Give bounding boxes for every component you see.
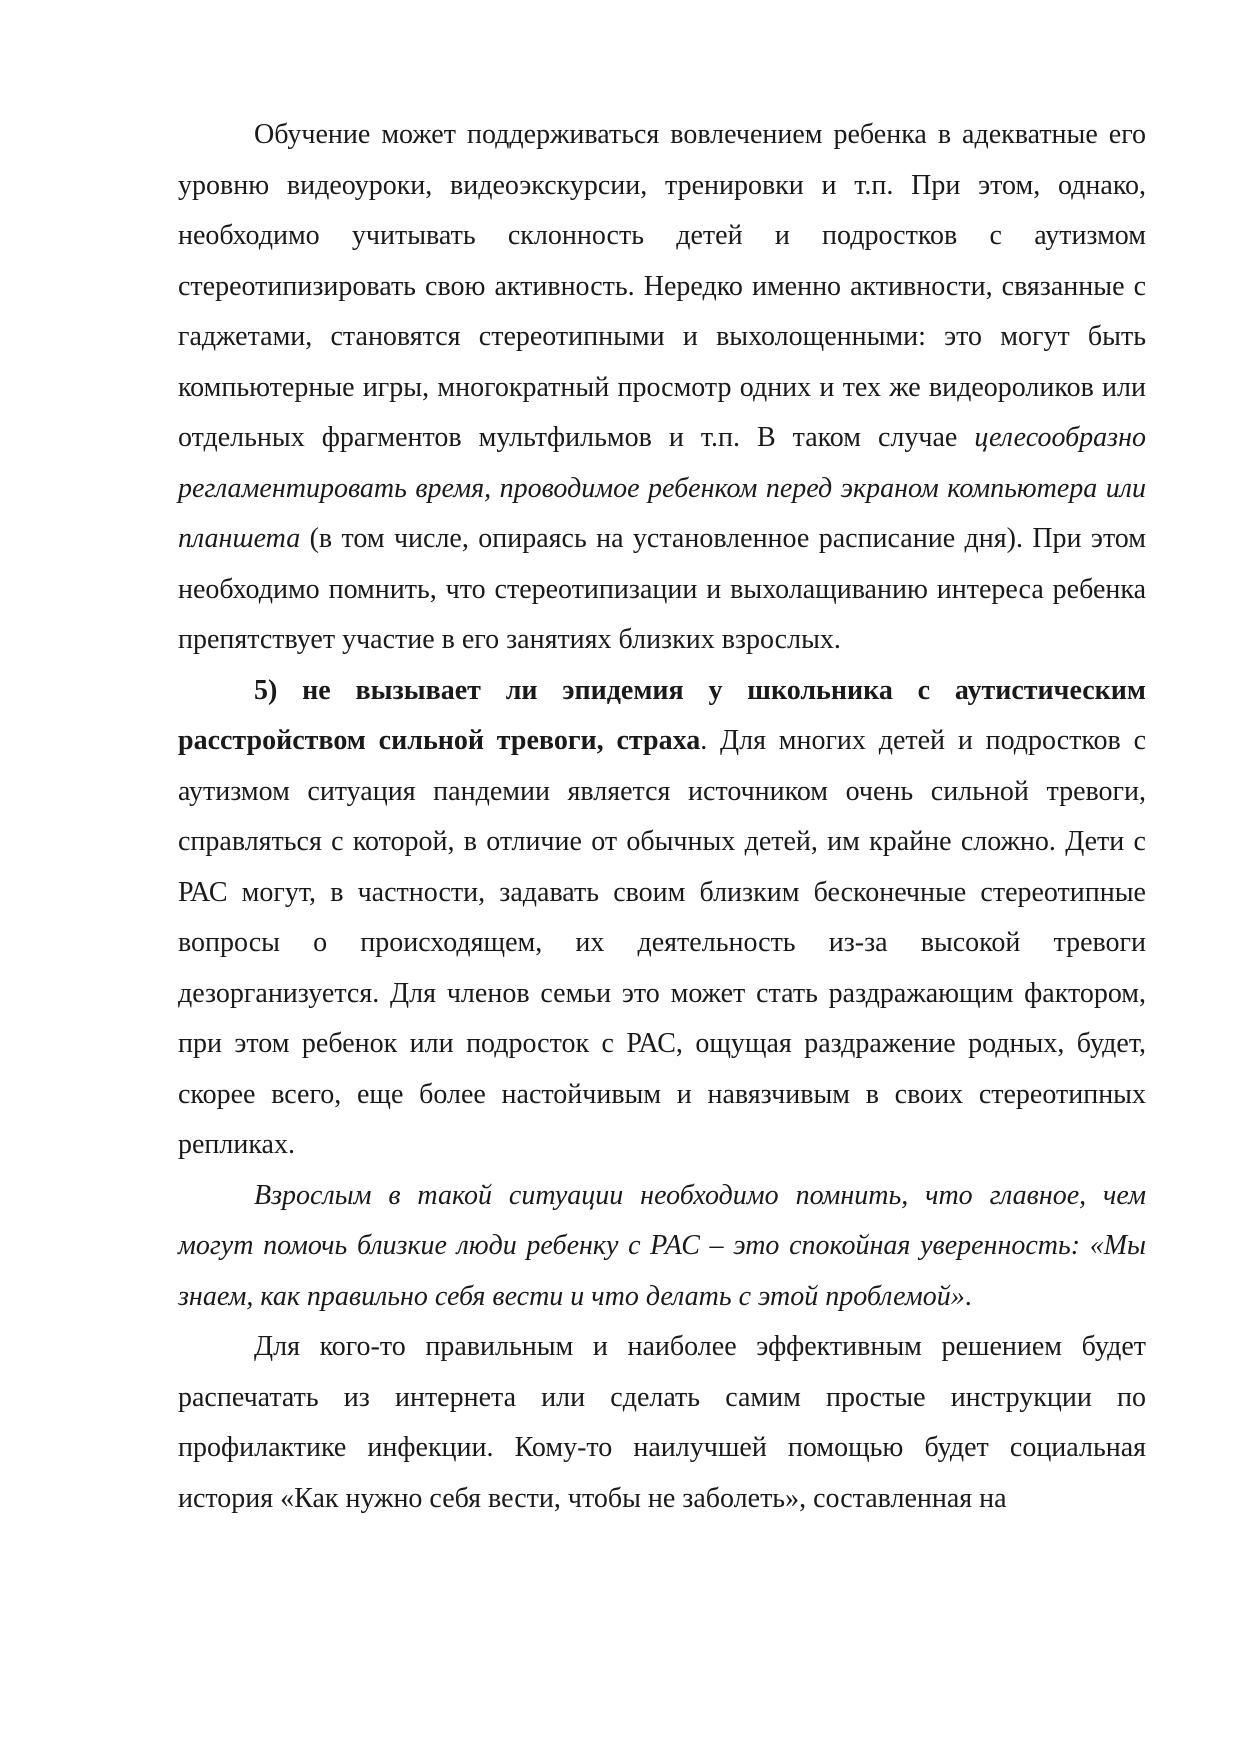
paragraph-text: Обучение может поддерживаться вовлечением ребенка в адекватные его уровню видеоуроки, видеоэкскурсии, тренировки и т.п. При этом, однако, необходимо учитывать склонность детей и подростков с аутизмом стереотипизировать свою активность. Нередко именно активности, связанные с гаджетами, становятся стереотипными и выхолощенными: это могут быть компьютерные игры, многократный просмотр одних и тех же видеороликов или отдельных фрагментов мультфильмов и т.п. В таком случае	[178, 119, 1146, 453]
paragraph-calm-confidence	[178, 1171, 1146, 1323]
document-body	[178, 110, 1146, 1524]
emphasis-text: Взрослым в такой ситуации необходимо помнить, что главное, чем могут помочь близкие люди ребенку с РАС – это спокойная уверенность: «Мы знаем, как правильно себя вести и что делать с этой проблемой»	[178, 1179, 1146, 1312]
paragraph-learning-support	[178, 110, 1146, 666]
bold-heading-text: 5) не вызывает ли эпидемия у школьника с аутистическим расстройством сильной тревоги, страха	[178, 674, 1146, 756]
paragraph-instructions	[178, 1322, 1146, 1524]
emphasis-text: целесообразно регламентировать время, проводимое ребенком перед экраном компьютера или планшета	[178, 422, 1146, 554]
paragraph-text: (в том числе, опираясь на установленное расписание дня). При этом необходимо помнить, что стереотипизации и выхолащиванию интереса ребенка препятствует участие в его занятиях близких взрослых.	[178, 523, 1146, 655]
paragraph-text: Для кого-то правильным и наиболее эффективным решением будет распечатать из интернета или сделать самим простые инструкции по профилактике инфекции. Кому-то наилучшей помощью будет социальная история «Как нужно себя вести, чтобы не заболеть», составленная на	[178, 1331, 1146, 1514]
paragraph-epidemic-anxiety	[178, 666, 1146, 1171]
paragraph-text: .	[964, 1280, 972, 1312]
paragraph-text: . Для многих детей и подростков с аутизмом ситуация пандемии является источником очень сильной тревоги, справляться с которой, в отличие от обычных детей, им крайне сложно. Дети с РАС могут, в частности, задавать своим близким бесконечные стереотипные вопросы о происходящем, их деятельность из-за высокой тревоги дезорганизуется. Для членов семьи это может стать раздражающим фактором, при этом ребенок или подросток с РАС, ощущая раздражение родных, будет, скорее всего, еще более настойчивым и навязчивым в своих стереотипных репликах.	[178, 725, 1146, 1160]
